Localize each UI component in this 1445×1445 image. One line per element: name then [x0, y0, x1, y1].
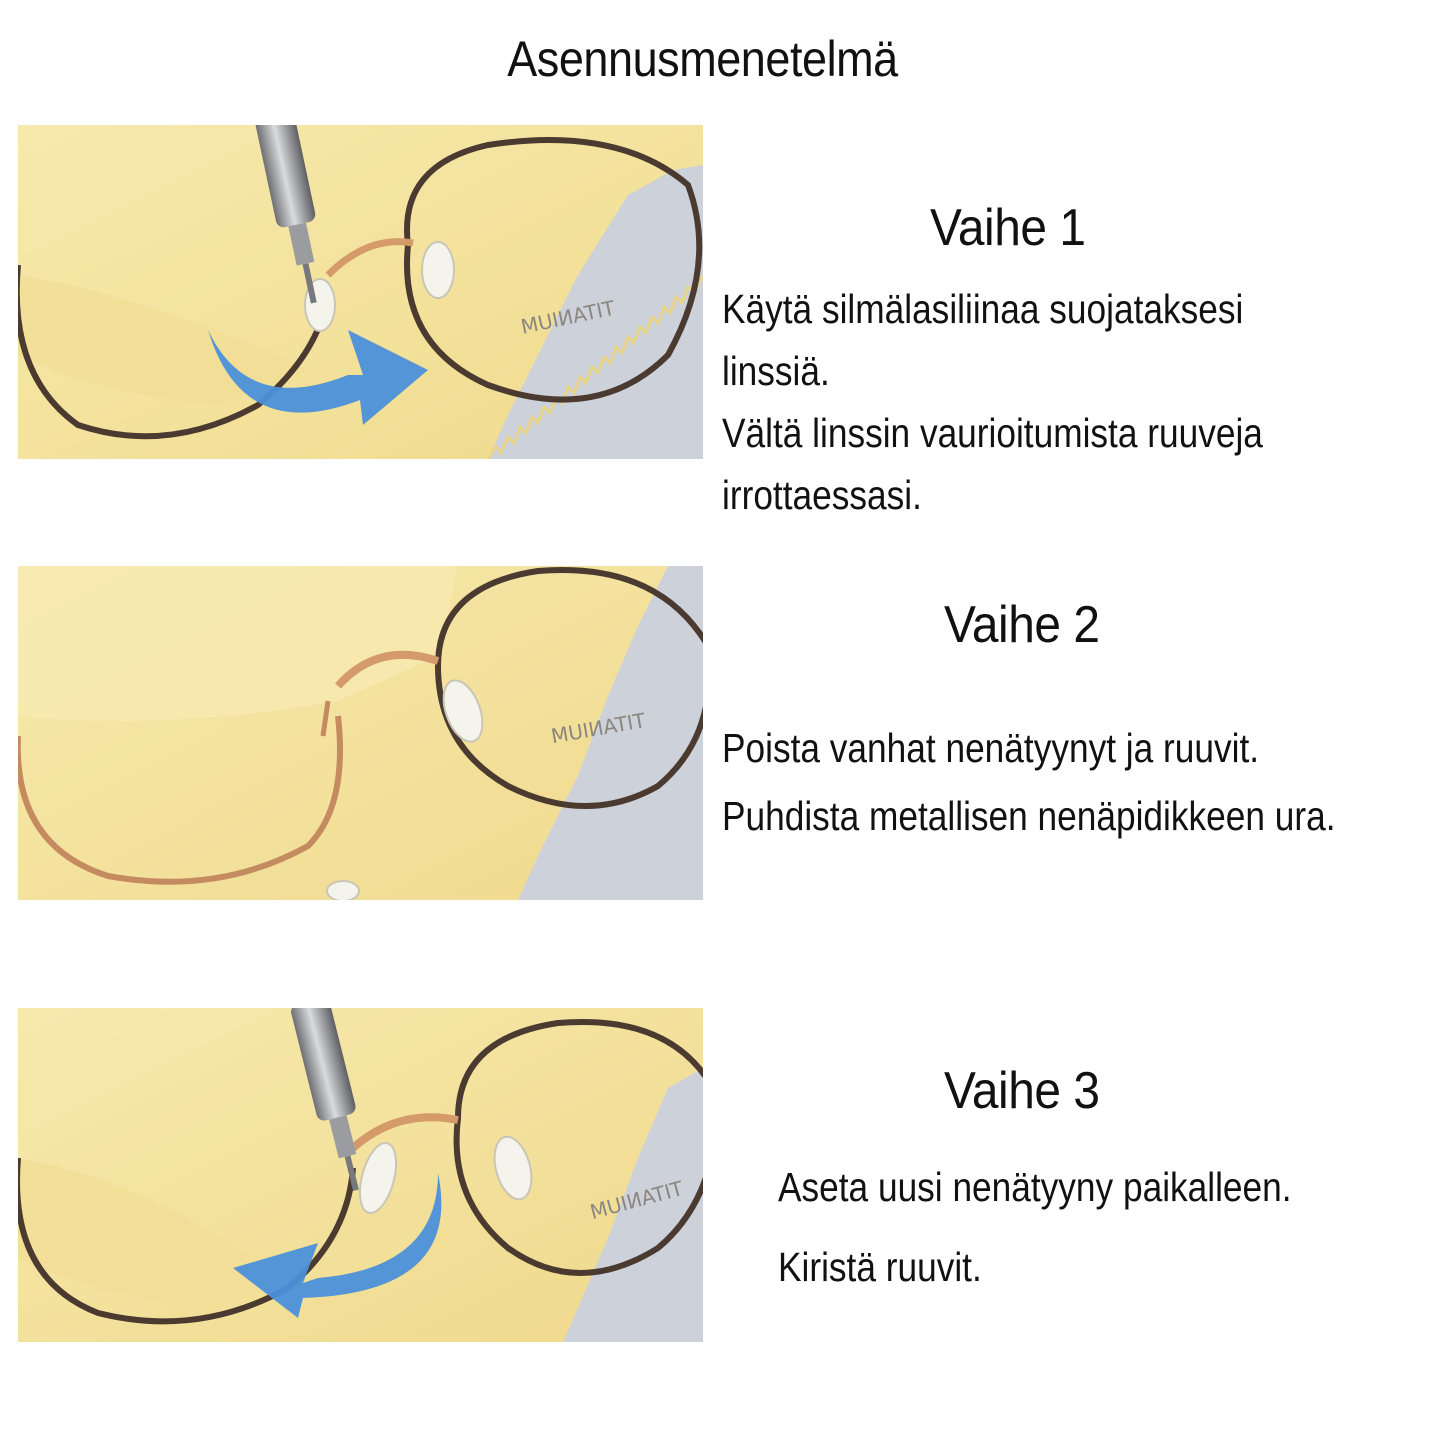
- step-3-heading: Vaihe 3: [944, 1062, 1100, 1120]
- step-3-text: [778, 1147, 1292, 1307]
- frame-imprint: TITANIUM: [518, 295, 617, 339]
- step-1-text: [722, 278, 1263, 526]
- step-1-illustration: [18, 125, 703, 459]
- step-3-line: Kiristä ruuvit.: [778, 1244, 982, 1290]
- step-2-heading: Vaihe 2: [944, 596, 1100, 654]
- frame-imprint: TITANIUM: [549, 708, 648, 749]
- step-1-line: Käytä silmälasiliinaa suojataksesi: [722, 286, 1244, 332]
- step-3-illustration: [18, 1008, 703, 1342]
- step-3-line: Aseta uusi nenätyyny paikalleen.: [778, 1164, 1292, 1210]
- step-1-line: irrottaessasi.: [722, 472, 922, 518]
- step-1-line: Vältä linssin vaurioitumista ruuveja: [722, 410, 1263, 456]
- step-2-text: [722, 714, 1336, 850]
- frame-imprint: TITANIUM: [587, 1176, 686, 1225]
- step-2-illustration: [18, 566, 703, 900]
- step-2-line: Poista vanhat nenätyynyt ja ruuvit.: [722, 725, 1260, 771]
- step-2-line: Puhdista metallisen nenäpidikkeen ura.: [722, 793, 1336, 839]
- step-3-photo: [18, 1008, 703, 1342]
- step-1-line: linssiä.: [722, 348, 830, 394]
- step-2-photo: [18, 566, 703, 900]
- step-1-photo: [18, 125, 703, 459]
- step-1-heading: Vaihe 1: [930, 199, 1086, 257]
- page-title: Asennusmenetelmä: [507, 31, 898, 87]
